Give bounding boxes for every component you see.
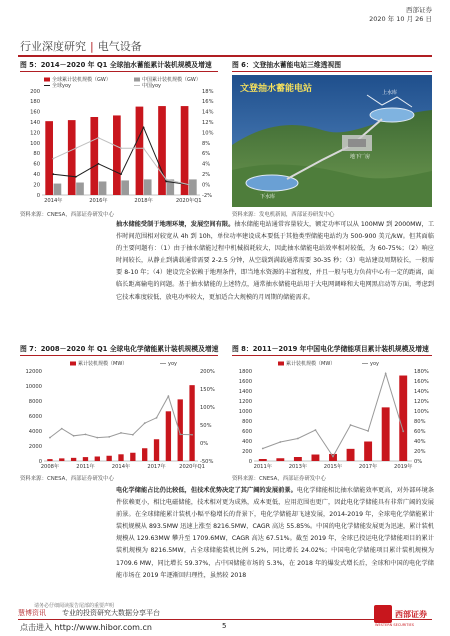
y-tick-left: 1600 (238, 378, 252, 385)
x-tick: 2017年 (147, 464, 166, 470)
y-tick-right: 100% (200, 404, 215, 411)
x-tick: 2020年Q1 (175, 198, 202, 204)
breadcrumb-separator: | (90, 40, 94, 53)
legend-swatch (134, 78, 140, 82)
y-tick-right: 0% (414, 458, 423, 465)
fig6-title: 图 6：文登抽水蓄能电站三维透视图 (232, 61, 342, 69)
line-point (167, 395, 169, 397)
line-point (49, 437, 51, 439)
fig8-chart (232, 357, 432, 473)
bar (59, 458, 64, 461)
line-point (120, 147, 122, 149)
bar (68, 120, 76, 195)
bar (399, 376, 407, 461)
fig6-rule (232, 71, 432, 72)
bar (189, 385, 194, 461)
chart-svg (20, 357, 218, 473)
line-point (156, 417, 158, 419)
fig8-rule (232, 355, 432, 356)
photo-caption: 文登抽水蓄能电站 (240, 84, 313, 94)
line-point (367, 430, 369, 432)
y-tick-right: 12% (202, 120, 214, 126)
y-tick-left: 1000 (238, 408, 252, 415)
fig8-title: 图 8：2011－2019 年中国电化学储能项目累计装机规模及增速 (232, 345, 429, 353)
y-tick-left: 10000 (25, 383, 42, 390)
paragraph-electrochemical (116, 485, 434, 582)
legend-label: yoy (168, 361, 177, 367)
bar (106, 456, 111, 461)
fig5-title: 图 5：2014－2020 年 Q1 全球抽水蓄能累计装机规模及增速 (20, 61, 212, 69)
report-date: 2020 年 10 月 26 日 (369, 15, 432, 23)
legend-label: 中国累计装机规模（GW） (142, 77, 201, 83)
legend-label: 中国yoy (142, 83, 161, 89)
x-tick: 2014年 (111, 464, 131, 470)
y-tick-right: 4% (202, 161, 211, 168)
photo-label-lower: 下水库 (260, 194, 276, 200)
company-logo (374, 605, 434, 629)
line-point (52, 173, 54, 175)
y-tick-right: 18% (202, 88, 214, 95)
x-tick: 2020年Q1 (179, 464, 205, 470)
bar (144, 179, 152, 195)
bar (113, 115, 121, 195)
logo-mark-icon (374, 605, 392, 623)
legend-label: 累计装机规模（MW） (286, 361, 336, 367)
y-tick-right: 40% (414, 438, 426, 445)
fig5-chart (20, 73, 218, 207)
paragraph-lead: 抽水储能受制于地理环境，发展空间有限。 (116, 221, 235, 228)
bar (364, 442, 372, 462)
y-tick-left: 8000 (28, 398, 42, 405)
paragraph-body: 电化学储能相比抽水储能效率更高，对外部环境条件依赖更小，相比电磁储能，技术相对更为成熟，成本更低，应用范围也更广，因此电化学储能具有非常广阔的发展前景。在全球储能累计装机小幅平稳增长的背景下，电化学储能却飞速发展，2014-2019 年，全球电化学储能累计装机规模从 893.5MW 迅速上涨至 8216.5MW，CAGR 高达 55.85%。中国的电化学储能发展更为迅速，累计装机规模从 129.63MW 攀升至 1709.6MW，CAGR 高达 67.51%。截至 2019 年，全球已投运电化学储能项目的累计装机规模为 8216.5MW，占全球储能装机比例 5.2%，同比增长 24.02%；中国电化学储能项目累计装机规模为 1709.6 MW，同比增长 59.37%，占中国储能市场的 5.3%，在 2018 年的爆发式增长后，全球和中国的电化学储能市场在 2019 年逐渐回归理性，虽然较 2018 (116, 487, 435, 579)
line-point (144, 422, 146, 424)
line-point (165, 181, 167, 183)
line-point (402, 430, 404, 432)
line-point (120, 432, 122, 434)
y-tick-right: 2% (202, 172, 211, 178)
y-tick-right: 180% (414, 368, 429, 375)
y-tick-left: 400 (242, 438, 252, 445)
footer-link[interactable]: 点击进入 http://www.hibor.com.cn (20, 623, 152, 632)
line-point (61, 428, 63, 430)
line-point (332, 456, 334, 458)
y-tick-right: 0% (200, 440, 209, 447)
y-tick-left: 1400 (238, 388, 252, 395)
x-tick: 2013年 (288, 464, 308, 470)
y-tick-right: -2% (202, 192, 213, 199)
chart-svg (232, 357, 432, 473)
fig7-chart (20, 357, 218, 473)
x-tick: 2014年 (44, 198, 63, 204)
footer-rule (18, 619, 432, 620)
footer-slogan: 专业的投资研究大数据分享平台 (62, 609, 160, 617)
legend-label: 全球累计装机规模（GW） (52, 77, 111, 83)
y-tick-right: 200% (200, 368, 215, 375)
line-point (188, 184, 190, 186)
bar (54, 184, 62, 195)
fig6-rendering (232, 75, 432, 207)
y-tick-left: 180 (30, 99, 40, 106)
header-rule (18, 55, 432, 57)
line-point (85, 433, 87, 435)
y-tick-left: 0 (248, 458, 252, 465)
y-tick-right: 6% (202, 151, 211, 158)
y-tick-right: 160% (414, 378, 429, 385)
bar (294, 457, 302, 461)
bar (76, 183, 84, 195)
paragraph-lead: 电化学储能占比仍比较低，但技术优势决定了其广阔的发展前景。 (116, 487, 297, 494)
line-point (297, 438, 299, 440)
bar (189, 179, 197, 195)
y-tick-right: 8% (202, 140, 211, 147)
page-number: 5 (222, 622, 227, 630)
bar (142, 448, 147, 461)
y-tick-left: 12000 (25, 368, 42, 375)
y-tick-right: 100% (414, 408, 429, 415)
bar (95, 457, 100, 462)
fig7-source: 资料来源：CNESA，西部证券研发中心 (20, 476, 114, 482)
y-tick-right: 120% (414, 398, 429, 405)
x-tick: 2015年 (323, 464, 343, 470)
y-tick-right: 50% (200, 422, 212, 429)
line-point (315, 429, 317, 431)
line-point (108, 436, 110, 438)
y-tick-left: 80 (33, 151, 40, 158)
legend-swatch (70, 362, 76, 366)
line-point (165, 179, 167, 181)
company-name: 西部证券 (406, 6, 432, 14)
line-point (75, 147, 77, 149)
y-tick-right: 20% (414, 448, 426, 455)
x-tick: 2017年 (358, 464, 378, 470)
line-point (191, 434, 193, 436)
legend-label: 累计装机规模（MW） (78, 361, 128, 367)
bar (329, 454, 337, 461)
line-point (98, 137, 100, 139)
legend-swatch (44, 78, 50, 82)
line-point (52, 158, 54, 160)
legend-label: 全球yoy (52, 83, 71, 89)
y-tick-right: 60% (414, 428, 426, 435)
chart-svg (20, 73, 218, 207)
x-tick: 2011年 (76, 464, 95, 470)
bar (347, 449, 355, 461)
line-point (143, 147, 145, 149)
x-tick: 2011年 (253, 464, 272, 470)
bar (154, 439, 159, 461)
subsection-label: 电气设备 (97, 40, 142, 53)
line-point (98, 163, 100, 165)
bar (71, 458, 76, 461)
x-tick: 2008年 (40, 464, 60, 470)
line-point (143, 127, 145, 129)
bar (259, 459, 267, 461)
y-tick-left: 20 (33, 182, 40, 189)
y-tick-left: 2000 (28, 443, 42, 450)
footer-disclaimer: 请务必仔细阅读报告尾部的重要声明 (34, 603, 115, 609)
bar (121, 180, 129, 195)
line-point (132, 434, 134, 436)
y-tick-left: 100 (30, 140, 40, 147)
bar (130, 453, 135, 461)
x-tick: 2016年 (89, 198, 108, 204)
line-point (385, 373, 387, 375)
y-tick-left: 4000 (28, 428, 42, 435)
photo-label-upper: 上水库 (382, 90, 398, 96)
bar (45, 121, 53, 195)
legend-swatch (278, 362, 284, 366)
bar (382, 407, 390, 461)
y-tick-left: 0 (36, 192, 40, 199)
y-tick-right: 10% (202, 130, 214, 137)
line-point (350, 424, 352, 426)
fig5-source: 资料来源：CNESA，西部证券研发中心 (20, 212, 114, 218)
line-point (120, 173, 122, 175)
y-tick-left: 120 (30, 130, 40, 137)
fig8-source: 资料来源：CNESA，西部证券研发中心 (232, 476, 326, 482)
x-tick: 2018年 (134, 198, 153, 204)
line-point (75, 176, 77, 178)
bar (158, 106, 166, 195)
line-point (279, 441, 281, 443)
y-tick-left: 6000 (28, 413, 42, 420)
y-tick-left: 0 (38, 458, 42, 465)
y-tick-left: 160 (30, 109, 40, 116)
fig7-rule (20, 355, 218, 356)
fig7-title: 图 7：2008－2020 年 Q1 全球电化学储能累计装机规模及增速 (20, 345, 219, 353)
fig5-rule (20, 71, 218, 72)
bar (136, 107, 144, 195)
bar (276, 458, 284, 461)
paragraph-pumped-storage (116, 219, 434, 304)
y-tick-right: 80% (414, 418, 426, 425)
y-tick-left: 40 (33, 172, 40, 178)
x-tick: 2019年 (394, 464, 413, 470)
bar (166, 411, 171, 461)
y-tick-left: 1800 (238, 368, 252, 375)
y-tick-left: 60 (33, 161, 40, 168)
y-tick-right: 0% (202, 182, 211, 189)
logo-text: 西部证券 (395, 610, 427, 619)
header-meta (369, 6, 432, 24)
bar (311, 455, 319, 461)
line-point (179, 433, 181, 435)
y-tick-right: -50% (200, 458, 214, 465)
section-label: 行业深度研究 (20, 40, 86, 53)
breadcrumb (20, 38, 142, 54)
bar (181, 106, 189, 195)
bar (178, 399, 183, 461)
y-tick-right: 16% (202, 99, 214, 106)
fig6-source: 资料来源：发电机新闻，西部证券研发中心 (232, 212, 335, 218)
y-tick-left: 200 (242, 448, 252, 455)
bar (90, 117, 98, 195)
logo-subtext: WESTERN SECURITIES (375, 623, 414, 627)
line-point (73, 435, 75, 437)
legend-label: yoy (370, 361, 379, 367)
watermark: 慧博资讯 (18, 609, 46, 617)
line-point (96, 437, 98, 439)
bar (99, 181, 107, 195)
bar (118, 454, 123, 461)
bar (47, 459, 52, 461)
paragraph-body: 抽水储能电站通常容量较大，额定功率可以从 100MW 到 2000MW，工作时间范围相对较宽从 4h 到 10h，单位功率建设成本要低于其他类型储能电站约为 500-900 美元/kW。但其面临的主要问题有：（1）由于抽水储能过程中机械损耗较大，因此抽水储能电站效率相对较低，为 60-75%；（2）响应时间较长，从静止到满载通常需要 2-2.5 分钟，从空载到满载通常需要 30-35 秒；（3）电站建设周期较长，一般需要 8-10 年；（4）建设完全依赖于地理条件，即当地水资源的丰富程度，并且一般与电力负荷中心有一定的距离，面临长距离输电的问题。基于抽水储能的上述特点，通常抽水储能电站用于大电网调峰和大电网黑启动等方面，考虑到它技术难度较低、放电功率较大，更加适合大规模的月周期的储能需求。 (116, 221, 435, 301)
y-tick-left: 1200 (238, 398, 252, 405)
y-tick-left: 140 (30, 120, 40, 126)
y-tick-left: 800 (242, 418, 252, 425)
y-tick-left: 600 (242, 428, 252, 435)
y-tick-right: 150% (200, 386, 215, 393)
line-point (262, 448, 264, 450)
bar (83, 457, 88, 461)
photo-label-plant: 地下厂房 (350, 154, 371, 160)
y-tick-right: 140% (414, 388, 429, 395)
y-tick-left: 200 (30, 88, 40, 95)
y-tick-right: 14% (202, 109, 214, 116)
